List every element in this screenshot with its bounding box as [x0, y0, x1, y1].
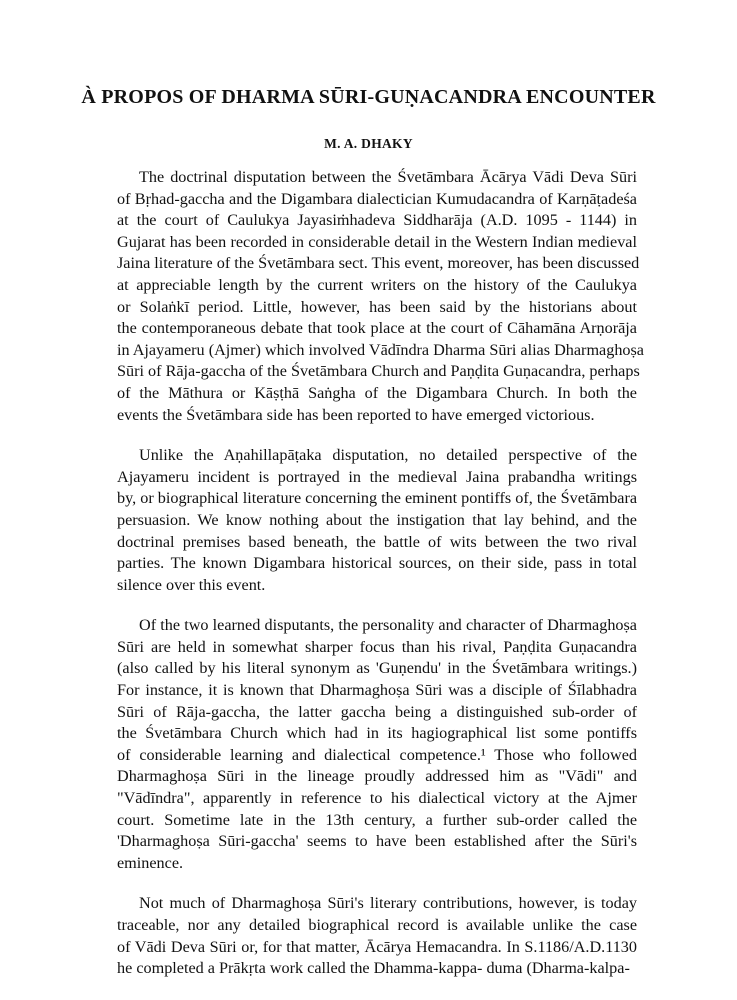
- text-line: at the court of Caulukya Jayasiṁhadeva Siddharāja (A.D. 1095 - 1144) in: [117, 211, 637, 230]
- text-line: of Vādi Deva Sūri or, for that matter, Ācārya Hemacandra. In S.1186/A.D.1130: [117, 937, 637, 956]
- text-line: he completed a Prākṛta work called the Dhamma-kappa- duma (Dharma-kalpa-: [117, 959, 630, 978]
- text-line: silence over this event.: [117, 575, 266, 594]
- text-line: Dharmaghoṣa Sūri in the lineage proudly addressed him as "Vādi" and: [117, 767, 637, 786]
- paragraph-3: [117, 615, 637, 874]
- text-line: Sūri of Rāja-gaccha of the Śvetāmbara Church and Paṇḍita Guṇacandra, perhaps: [117, 362, 640, 381]
- text-line: doctrinal premises based beneath, the battle of wits between the two rival: [117, 532, 637, 551]
- text-line: Sūri of Rāja-gaccha, the latter gaccha being a distinguished sub-order of: [117, 702, 637, 721]
- text-line: Of the two learned disputants, the personality and character of Dharmaghoṣa: [139, 616, 637, 635]
- text-line: eminence.: [117, 853, 184, 872]
- text-line: events the Śvetāmbara side has been reported to have emerged victorious.: [117, 405, 595, 424]
- text-line: Ajayameru incident is portrayed in the medieval Jaina prabandha writings: [117, 467, 637, 486]
- text-line: the contemporaneous debate that took place at the court of Cāhamāna Arṇorāja: [117, 319, 637, 338]
- text-line: Sūri are held in somewhat sharper focus than his rival, Paṇḍita Guṇacandra: [117, 637, 637, 656]
- article-title: À PROPOS OF DHARMA SŪRI-GUṆACANDRA ENCOUNTER: [81, 86, 656, 108]
- text-line: "Vādīndra", apparently in reference to his dialectical victory at the Ajmer: [117, 789, 637, 808]
- text-line: the Śvetāmbara Church which had in its hagiographical list some pontiffs: [117, 724, 637, 743]
- paragraph-2: [117, 445, 637, 596]
- text-line: of the Māthura or Kāṣṭhā Saṅgha of the Digambara Church. In both the: [117, 383, 637, 402]
- text-line: of Bṛhad-gaccha and the Digambara dialectician Kumudacandra of Karṇāṭadeśa: [117, 189, 637, 208]
- text-line: traceable, nor any detailed biographical record is available unlike the case: [117, 916, 637, 934]
- text-line: court. Sometime late in the 13th century, a further sub-order called the: [117, 810, 637, 829]
- text-line: 'Dharmaghoṣa Sūri-gaccha' seems to have been established after the Sūri's: [117, 832, 637, 851]
- text-line: of considerable learning and dialectical competence.¹ Those who followed: [117, 745, 637, 764]
- text-line: Unlike the Aṇahillapāṭaka disputation, no detailed perspective of the: [139, 446, 637, 465]
- paragraph-4: [117, 893, 637, 979]
- text-line: at appreciable length by the current writers on the history of the Caulukya: [117, 275, 637, 294]
- article-body: [117, 167, 644, 999]
- text-line: (also called by his literal synonym as 'Guṇendu' in the Śvetāmbara writings.): [117, 659, 637, 678]
- text-line: parties. The known Digambara historical sources, on their side, pass in total: [117, 554, 637, 573]
- article-author: M. A. DHAKY: [324, 136, 413, 151]
- text-line: in Ajayameru (Ajmer) which involved Vādīndra Dharma Sūri alias Dharmaghoṣa: [117, 340, 644, 359]
- text-line: Not much of Dharmaghoṣa Sūri's literary contributions, however, is today: [139, 894, 637, 913]
- text-line: The doctrinal disputation between the Śvetāmbara Ācārya Vādi Deva Sūri: [139, 168, 637, 186]
- text-line: by, or biographical literature concerning the eminent pontiffs of, the Śvetāmbara: [117, 489, 638, 508]
- paragraph-1: [117, 167, 644, 426]
- text-line: Jaina literature of the Śvetāmbara sect. This event, moreover, has been discussed: [117, 254, 640, 273]
- text-line: For instance, it is known that Dharmaghoṣa Sūri was a disciple of Śīlabhadra: [117, 681, 637, 700]
- text-line: persuasion. We know nothing about the instigation that lay behind, and the: [117, 510, 637, 529]
- text-line: or Solaṅkī period. Little, however, has been said by the historians about: [117, 297, 637, 316]
- text-line: Gujarat has been recorded in considerable detail in the Western Indian medieval: [117, 232, 637, 251]
